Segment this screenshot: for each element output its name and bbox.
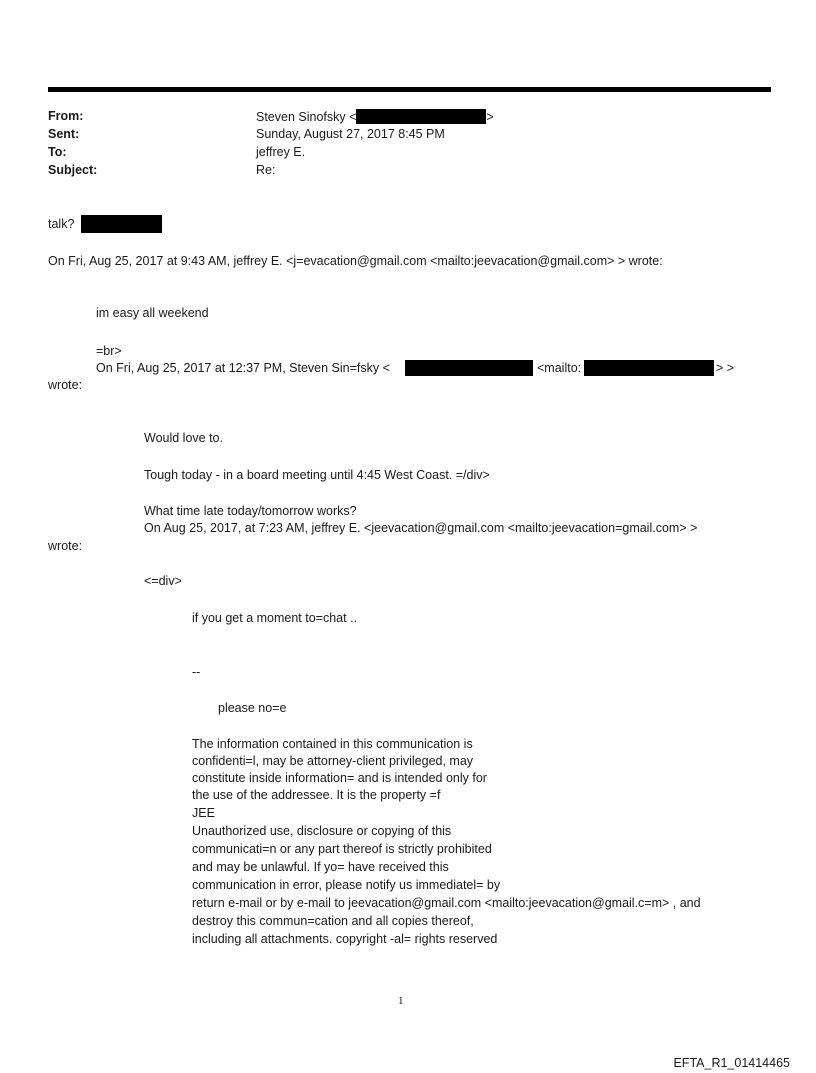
disclaimer-line: Unauthorized use, disclosure or copying of this [192, 824, 452, 838]
disclaimer-line: communication in error, please notify us immediatel= by [192, 878, 501, 892]
page-number: 1 [398, 995, 404, 1007]
document-id: EFTA_R1_01414465 [673, 1056, 790, 1070]
talk-redaction [81, 215, 162, 233]
quote3-header: On Aug 25, 2017, at 7:23 AM, jeffrey E. <jeevacation@gmail.com <mailto:jeevacation=gmail.com> > [144, 521, 698, 535]
quote2-email-redaction [405, 360, 533, 376]
disclaimer-line: constitute inside information= and is intended only for [192, 771, 487, 785]
disclaimer-line: JEE [192, 806, 215, 820]
signature-dashes: -- [192, 665, 201, 679]
disclaimer-line: The information contained in this communication is [192, 737, 473, 751]
br-tag: =br> [96, 344, 122, 358]
sent-value: Sunday, August 27, 2017 8:45 PM [256, 127, 445, 141]
quote2-mailto-redaction [584, 360, 714, 376]
reply-line-2: Tough today - in a board meeting until 4:45 West Coast. =/div> [144, 468, 490, 482]
subject-value: Re: [256, 163, 276, 177]
from-value [256, 109, 494, 125]
quote1-header: On Fri, Aug 25, 2017 at 9:43 AM, jeffrey E. <j=evacation@gmail.com <mailto:jeevacation@gmail.com> > wrote: [48, 254, 663, 268]
quote3-wrote: wrote: [48, 539, 83, 553]
chat-line: if you get a moment to=chat .. [192, 611, 358, 625]
disclaimer-line: destroy this commun=cation and all copies thereof, [192, 914, 474, 928]
from-label: From: [48, 109, 84, 123]
from-bracket-close: > [486, 110, 494, 124]
please-line: please no=e [218, 701, 287, 715]
subject-label: Subject: [48, 163, 98, 177]
disclaimer-line: return e-mail or by e-mail to jeevacation@gmail.com <mailto:jeevacation@gmail.c=m> , and [192, 896, 701, 910]
disclaimer-line: including all attachments. copyright -al= rights reserved [192, 932, 498, 946]
header-rule [48, 87, 771, 92]
to-value: jeffrey E. [256, 145, 306, 159]
quote2-wrote: wrote: [48, 378, 83, 392]
disclaimer-line: and may be unlawful. If yo= have received this [192, 860, 449, 874]
from-email-redaction [356, 109, 486, 124]
quote1-text: im easy all weekend [96, 306, 209, 320]
talk-line [48, 217, 74, 232]
sent-label: Sent: [48, 127, 80, 141]
disclaimer-line: confidenti=l, may be attorney-client privileged, may [192, 754, 474, 768]
quote2-header-a: On Fri, Aug 25, 2017 at 12:37 PM, Steven Sin=fsky < [96, 361, 390, 375]
to-label: To: [48, 145, 67, 159]
div-tag: <=div> [144, 574, 182, 588]
reply-line-3: What time late today/tomorrow works? [144, 504, 357, 518]
reply-line-1: Would love to. [144, 431, 223, 445]
quote2-header-b: <mailto: [537, 361, 582, 375]
disclaimer-line: the use of the addressee. It is the property =f [192, 788, 441, 802]
quote2-header-c: > > [716, 361, 735, 375]
disclaimer-line: communicati=n or any part thereof is strictly prohibited [192, 842, 492, 856]
from-name: Steven Sinofsky < [256, 110, 357, 124]
talk-text: talk? [48, 217, 75, 231]
